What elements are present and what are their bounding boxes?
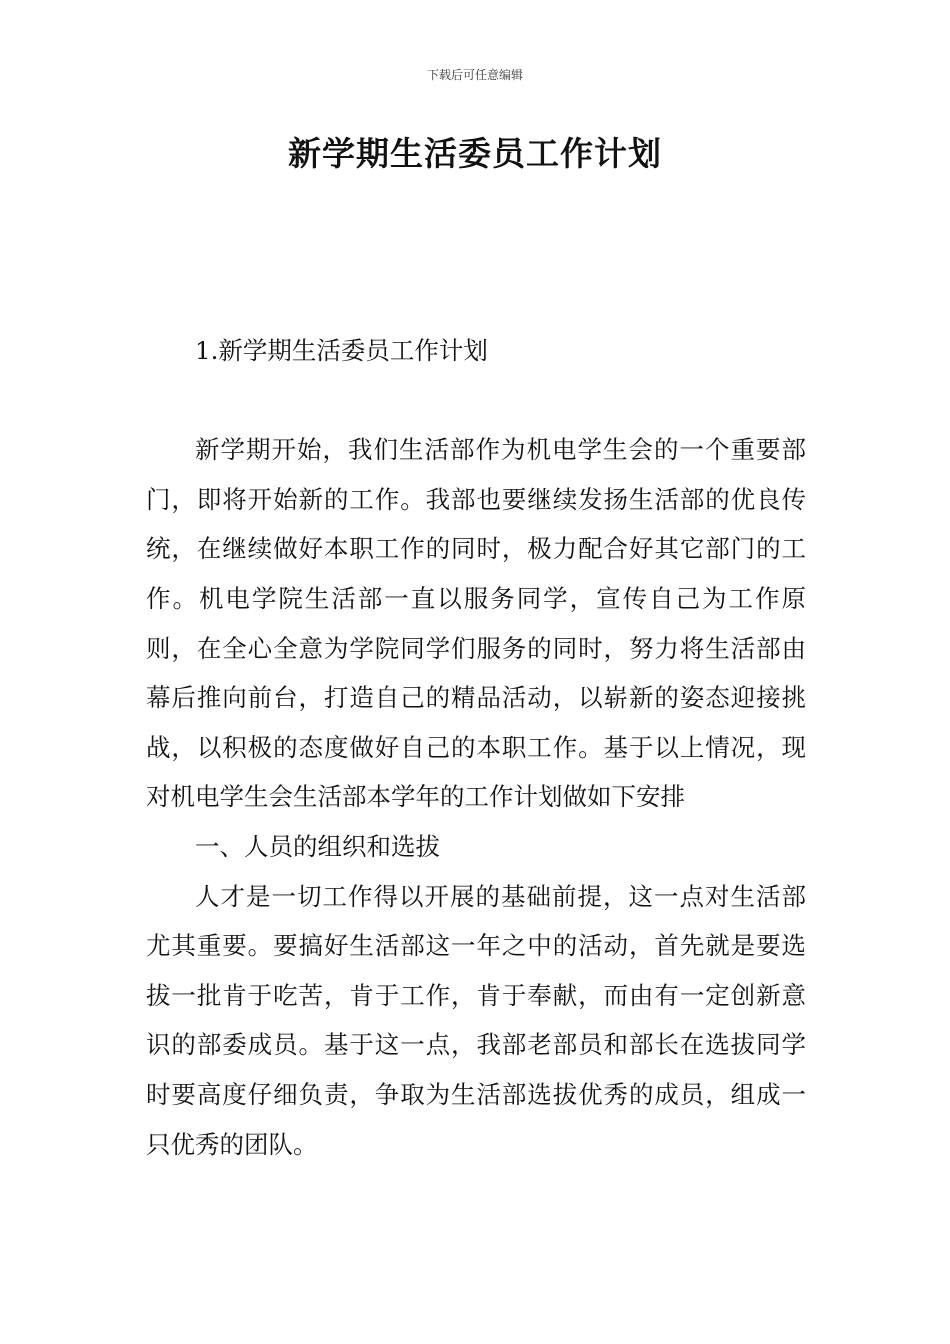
document-title: 新学期生活委员工作计划	[288, 134, 662, 173]
body-paragraph: 新学期开始，我们生活部作为机电学生会的一个重要部门，即将开始新的工作。我部也要继续发扬生活部的优良传统，在继续做好本职工作的同时，极力配合好其它部门的工作。机电学院生活部一直以服务同学，宣传自己为工作原则，在全心全意为学院同学们服务的同时，努力将生活部由幕后推向前台，打造自己的精品活动，以崭新的姿态迎接挑战，以积极的态度做好自己的本职工作。基于以上情况，现对机电学生会生活部本学年的工作计划做如下安排	[146, 435, 806, 812]
section-heading: 1.新学期生活委员工作计划	[195, 336, 488, 365]
subsection-heading: 一、人员的组织和选拔	[195, 831, 440, 861]
header-note: 下载后可任意编辑	[426, 68, 523, 82]
document-body	[146, 326, 806, 1169]
body-paragraph: 人才是一切工作得以开展的基础前提，这一点对生活部尤其重要。要搞好生活部这一年之中的活动，首先就是要选拔一批肯于吃苦，肯于工作，肯于奉献，而由有一定创新意识的部委成员。基于这一点，我部老部员和部长在选拔同学时要高度仔细负责，争取为生活部选拔优秀的成员，组成一只优秀的团队。	[146, 881, 806, 1159]
